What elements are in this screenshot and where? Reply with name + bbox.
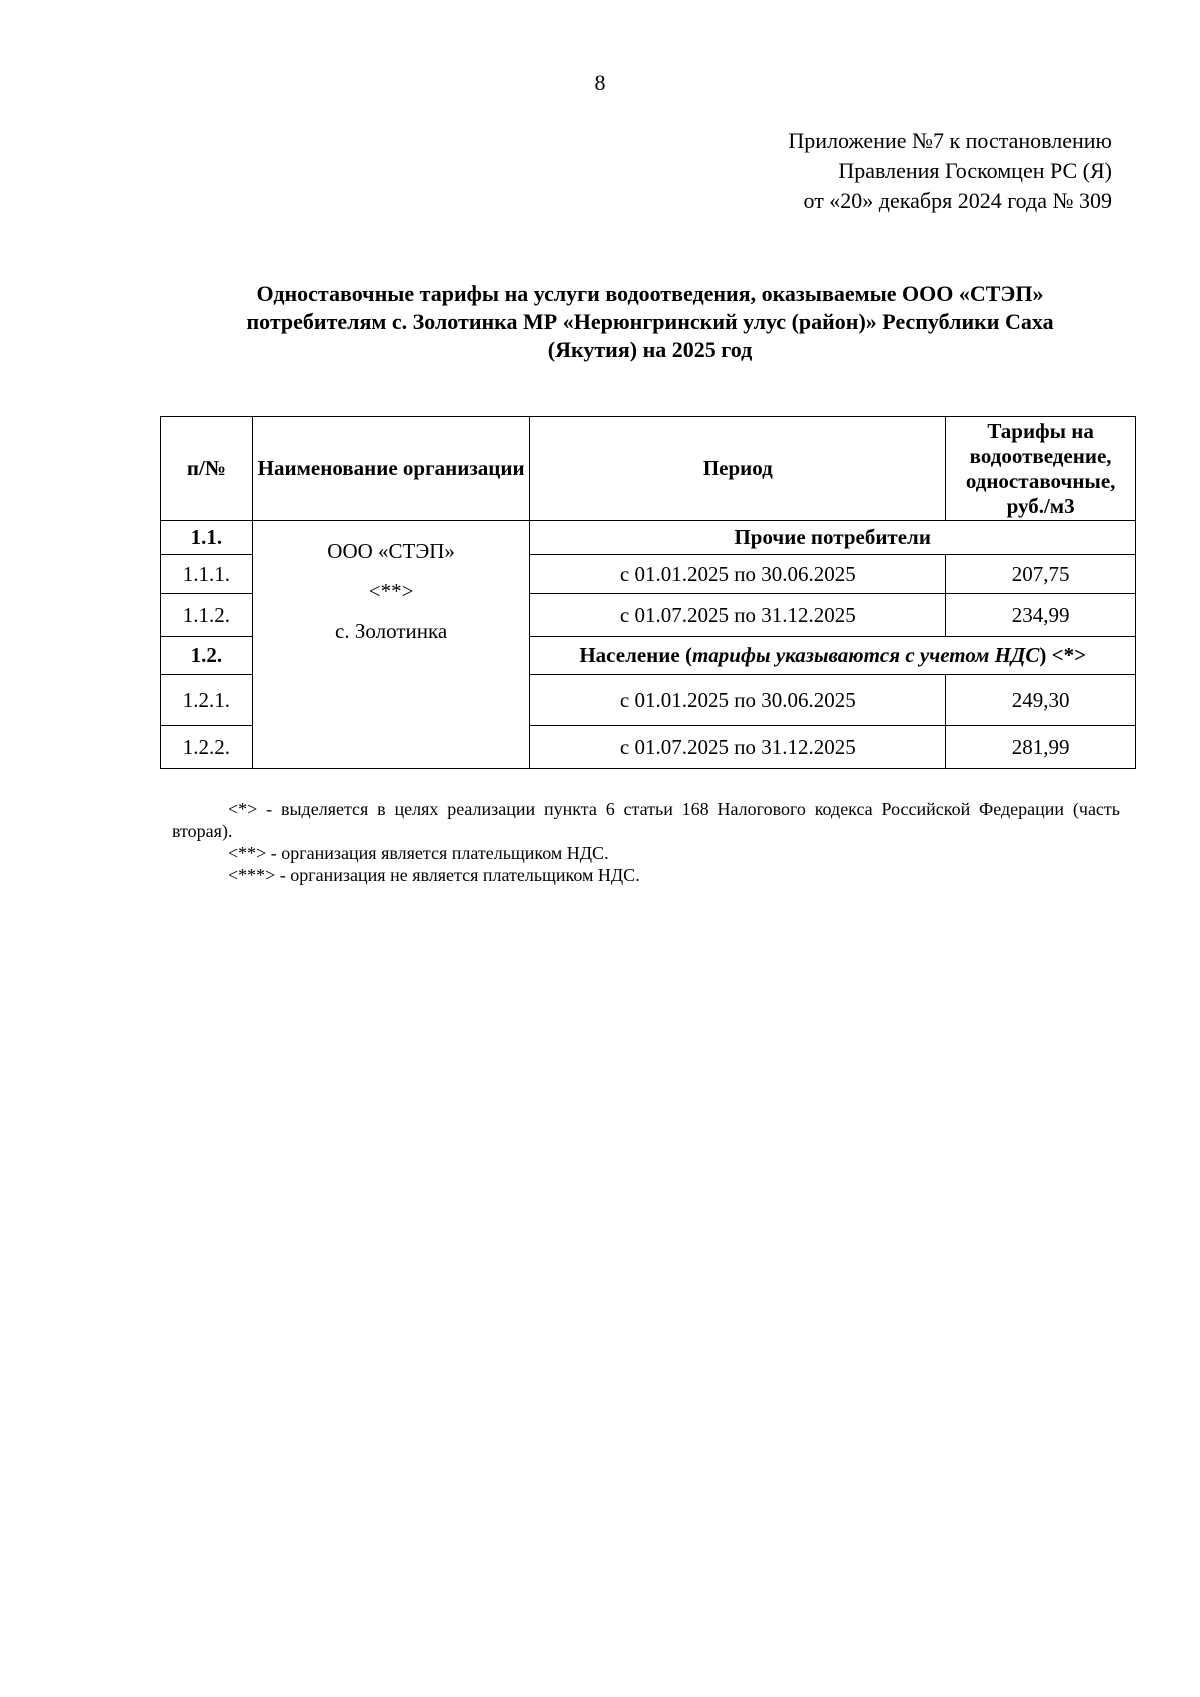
section-label xyxy=(530,637,1136,675)
row-tariff: 234,99 xyxy=(946,594,1136,637)
document-title xyxy=(190,280,1110,364)
row-tariff: 249,30 xyxy=(946,675,1136,726)
section-num: 1.2. xyxy=(161,637,253,675)
footnote-2: <**> - организация является плательщиком НДС. xyxy=(228,843,609,863)
section-num: 1.1. xyxy=(161,521,253,555)
row-tariff: 207,75 xyxy=(946,555,1136,594)
appendix-line-1: Приложение №7 к постановлению xyxy=(788,128,1112,153)
tariff-table xyxy=(160,416,1136,769)
row-period: с 01.01.2025 по 30.06.2025 xyxy=(530,555,946,594)
appendix-line-3: от «20» декабря 2024 года № 309 xyxy=(803,188,1112,213)
header-num: п/№ xyxy=(161,417,253,521)
row-num: 1.2.1. xyxy=(161,675,253,726)
row-period: с 01.07.2025 по 31.12.2025 xyxy=(530,594,946,637)
section-row-other-consumers xyxy=(161,521,1136,555)
organization-cell xyxy=(252,521,530,769)
row-period: с 01.07.2025 по 31.12.2025 xyxy=(530,726,946,769)
section-label-start: Население ( xyxy=(579,643,692,667)
organization-vat-mark: <**> xyxy=(368,579,414,603)
footnote-3: <***> - организация не является плательщиком НДС. xyxy=(228,865,640,885)
row-num: 1.2.2. xyxy=(161,726,253,769)
header-organization: Наименование организации xyxy=(252,417,530,521)
row-period: с 01.01.2025 по 30.06.2025 xyxy=(530,675,946,726)
row-num: 1.1.1. xyxy=(161,555,253,594)
organization-location: с. Золотинка xyxy=(335,619,448,643)
appendix-reference xyxy=(788,126,1112,216)
section-label: Прочие потребители xyxy=(530,521,1136,555)
appendix-line-2: Правления Госкомцен РС (Я) xyxy=(838,158,1112,183)
page-number: 8 xyxy=(594,70,606,95)
footnote-1: <*> - выделяется в целях реализации пункта 6 статьи 168 Налогового кодекса Российской Федерации (часть вторая). xyxy=(172,799,1120,841)
section-label-end: ) <*> xyxy=(1039,643,1087,667)
header-tariff: Тарифы на водоотведение, одноставочные, руб./м3 xyxy=(946,417,1136,521)
title-line-3: (Якутия) на 2025 год xyxy=(547,337,753,362)
title-line-2: потребителям с. Золотинка МР «Нерюнгринский улус (район)» Республики Саха xyxy=(246,309,1054,334)
row-tariff: 281,99 xyxy=(946,726,1136,769)
row-num: 1.1.2. xyxy=(161,594,253,637)
organization-name: ООО «СТЭП» xyxy=(327,539,455,563)
section-label-italic: тарифы указываются с учетом НДС xyxy=(691,643,1040,667)
footnotes xyxy=(172,798,1120,886)
table-header-row xyxy=(161,417,1136,521)
title-line-1: Одноставочные тарифы на услуги водоотведения, оказываемые ООО «СТЭП» xyxy=(256,281,1044,306)
header-period: Период xyxy=(530,417,946,521)
